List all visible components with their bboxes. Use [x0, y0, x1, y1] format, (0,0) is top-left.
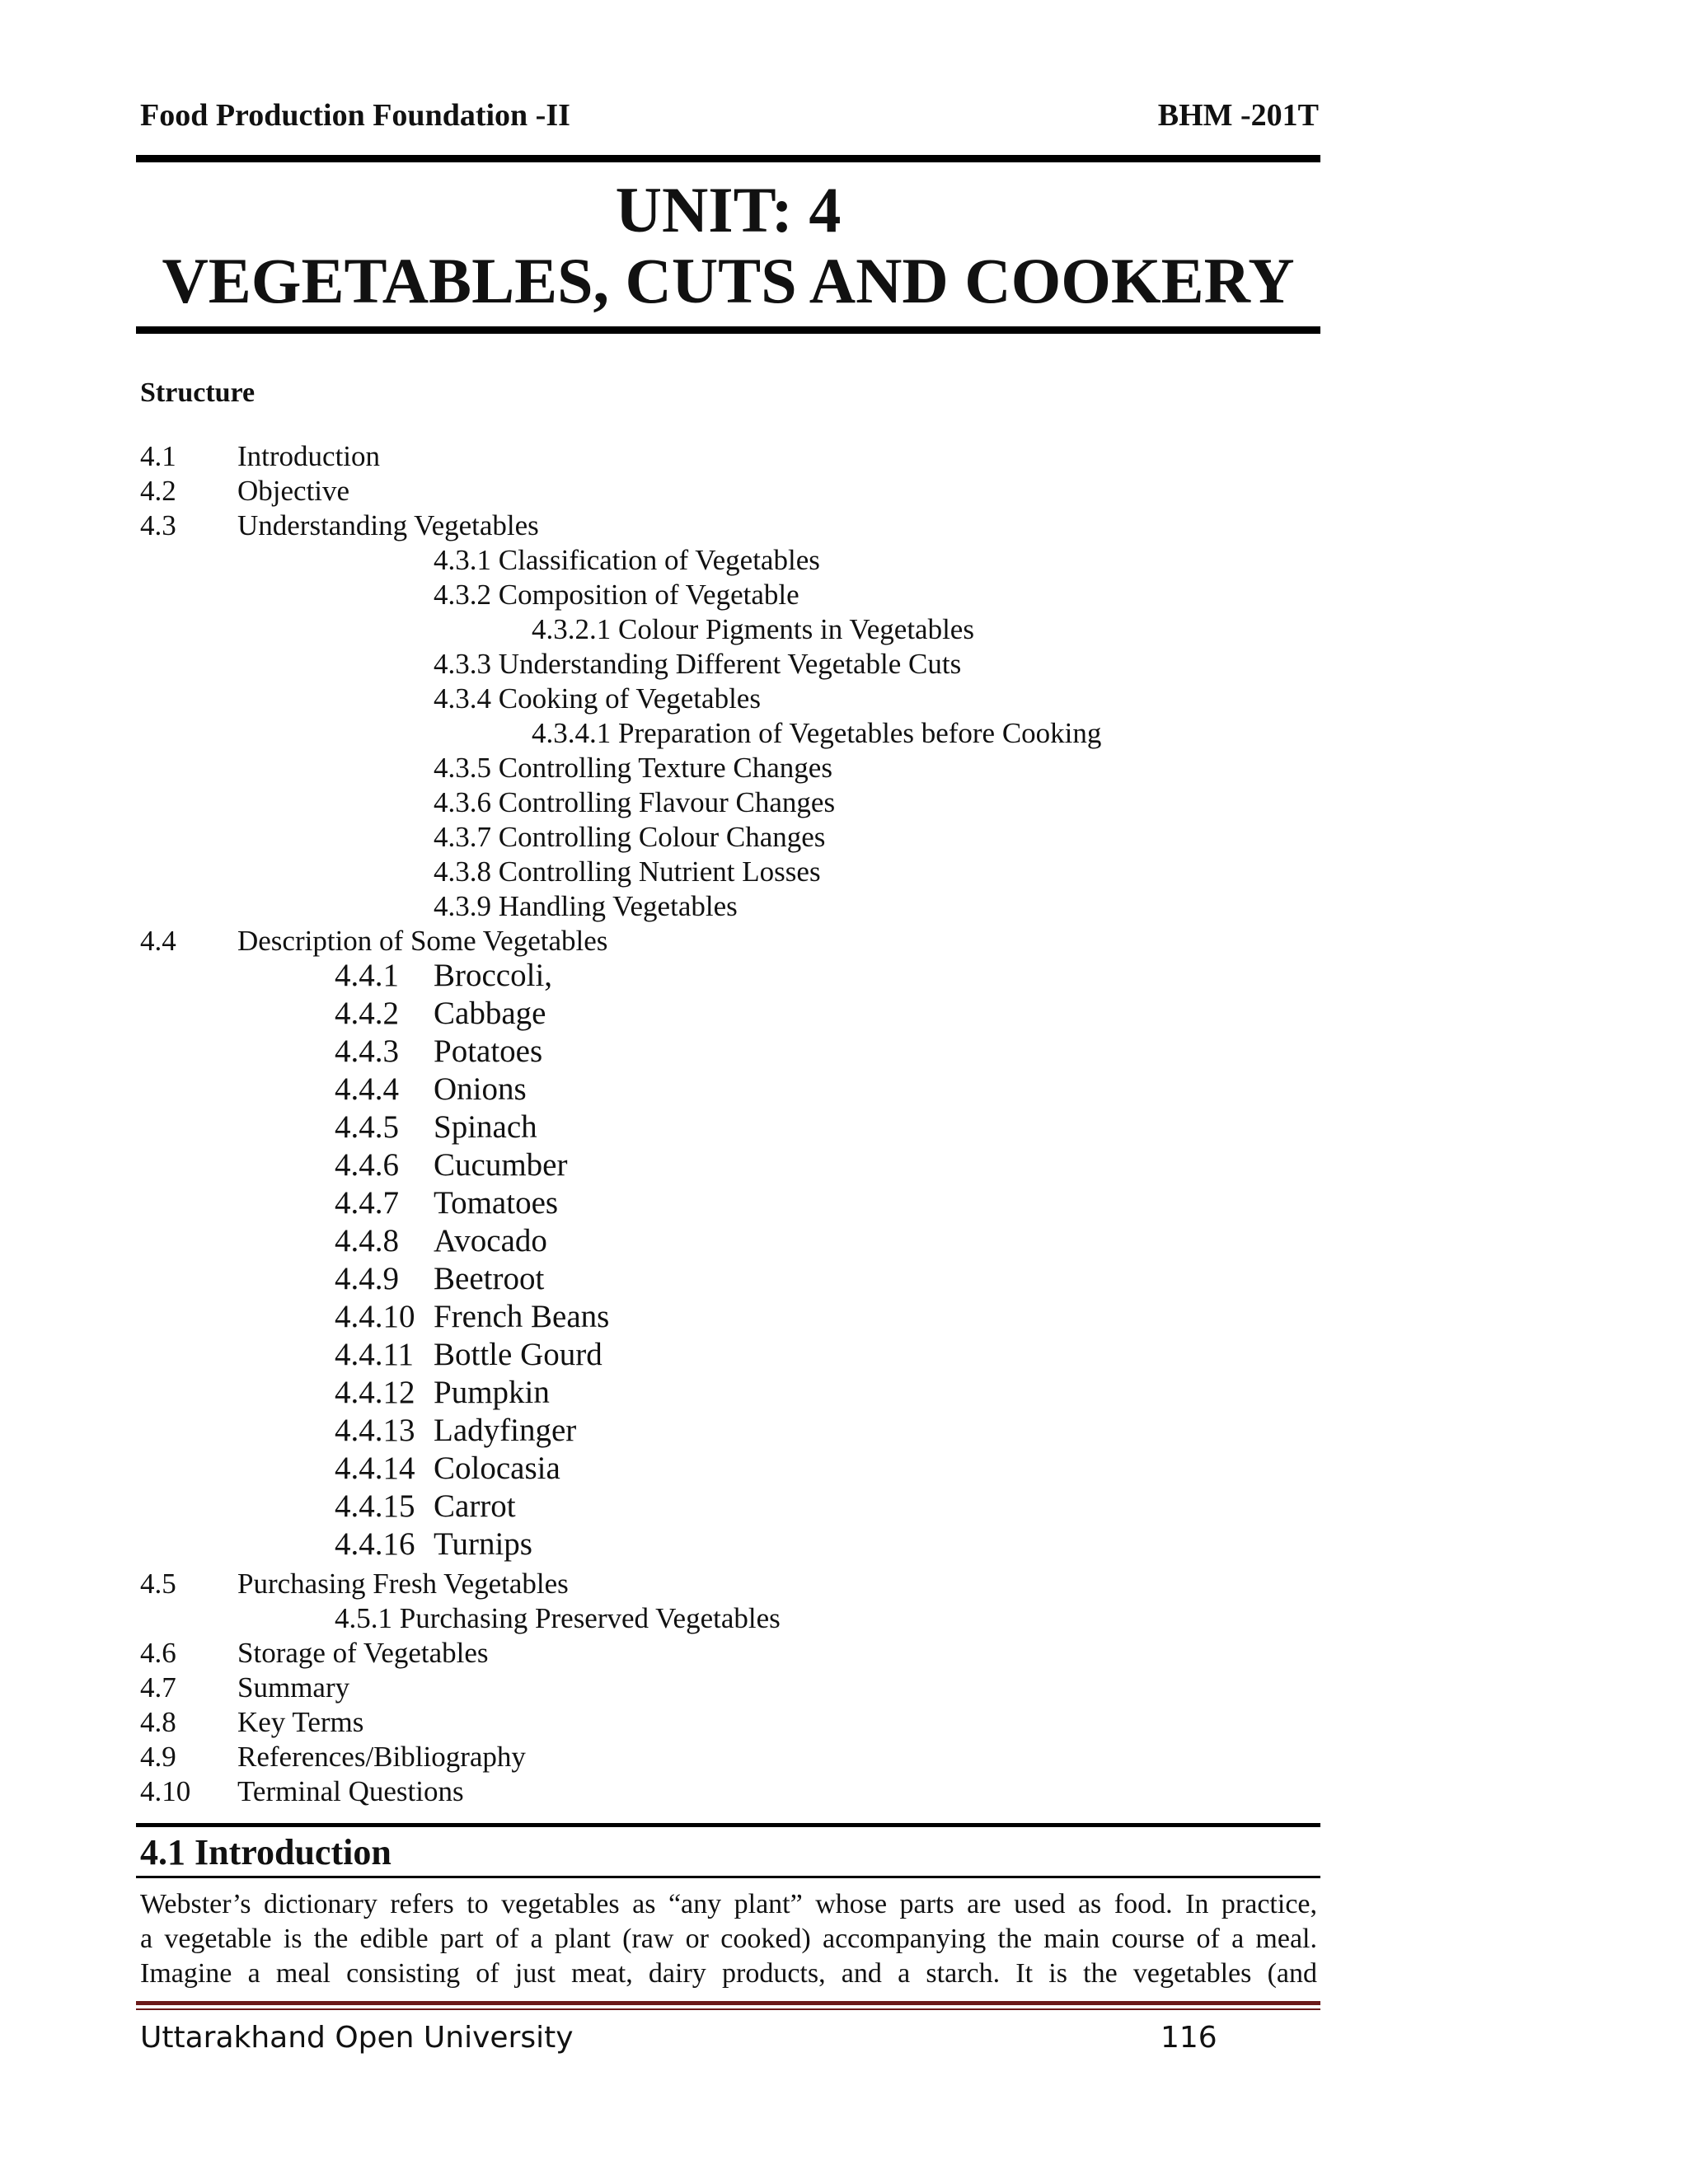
toc-subsubitem: 4.3.2.1 Colour Pigments in Vegetables: [532, 613, 974, 645]
introduction-paragraph: [140, 1887, 1317, 1991]
course-title: Food Production Foundation -II: [140, 98, 570, 133]
toc-subitem: 4.3.3 Understanding Different Vegetable Cuts: [434, 648, 962, 680]
structure-label: Structure: [140, 377, 256, 408]
title-rule: [136, 326, 1320, 334]
unit-title: VEGETABLES, CUTS AND COOKERY: [162, 245, 1295, 316]
header-rule: [136, 155, 1320, 162]
toc-subitem: 4.3.9 Handling Vegetables: [434, 890, 738, 922]
footer-rule: [136, 2001, 1320, 2005]
page-number: 116: [1160, 2021, 1217, 2055]
toc-subitem: 4.3.1 Classification of Vegetables: [434, 544, 820, 576]
paragraph-line: a vegetable is the edible part of a plant (raw or cooked) accompanying the main course of a meal.: [140, 1924, 1317, 1954]
footer-university: Uttarakhand Open University: [140, 2021, 574, 2055]
course-code: BHM -201T: [1157, 98, 1319, 133]
toc-subsubitem: 4.3.4.1 Preparation of Vegetables before Cooking: [532, 717, 1102, 749]
section-rule-bottom: [136, 1876, 1320, 1878]
section-heading-introduction: 4.1 Introduction: [140, 1832, 392, 1872]
toc-subitem: 4.3.6 Controlling Flavour Changes: [434, 786, 836, 818]
toc-subitem: 4.3.2 Composition of Vegetable: [434, 579, 799, 611]
footer-rule-thin: [136, 2008, 1320, 2010]
toc-subitem: 4.3.4 Cooking of Vegetables: [434, 682, 761, 715]
toc-subitem: 4.3.8 Controlling Nutrient Losses: [434, 855, 821, 888]
toc-subitem: 4.5.1 Purchasing Preserved Vegetables: [335, 1602, 781, 1634]
page-header: [140, 97, 1319, 138]
toc-subitem: 4.3.5 Controlling Texture Changes: [434, 752, 832, 784]
unit-number: UNIT: 4: [615, 174, 842, 246]
paragraph-line: Webster’s dictionary refers to vegetables as “any plant” whose parts are used as food. In practice,: [140, 1889, 1317, 1919]
paragraph-line: Imagine a meal consisting of just meat, dairy products, and a starch. It is the vegetables (and: [140, 1958, 1317, 1989]
toc-subitem: 4.3.7 Controlling Colour Changes: [434, 821, 826, 853]
section-rule-top: [136, 1823, 1320, 1827]
